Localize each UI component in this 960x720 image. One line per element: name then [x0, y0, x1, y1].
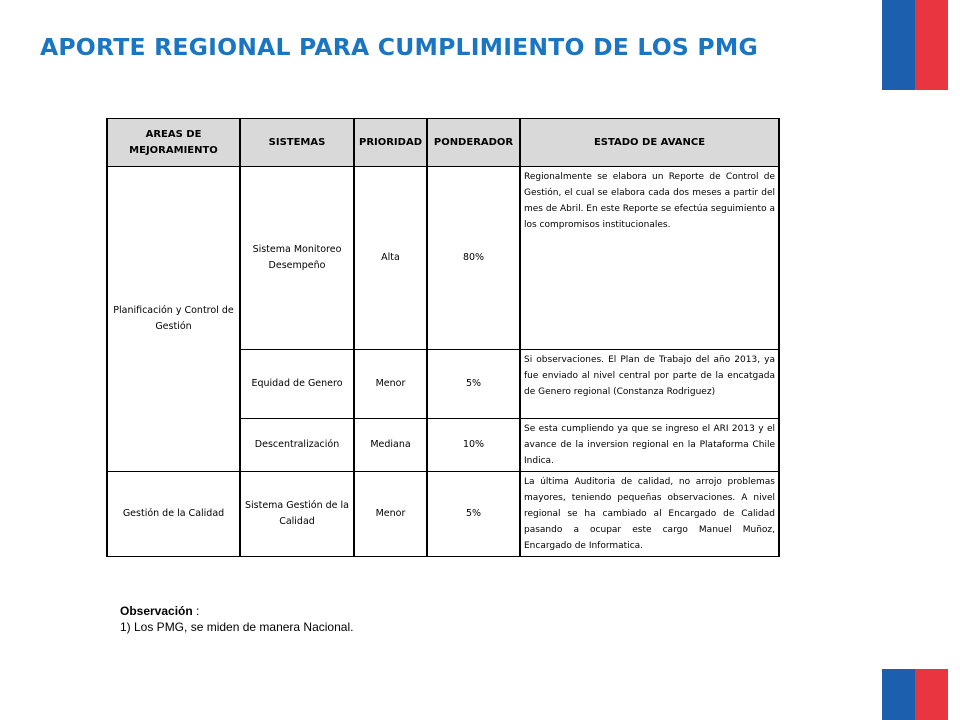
estado-cell: Regionalmente se elabora un Reporte de Control de Gestión, el cual se elabora cada dos meses a partir del mes de Abril. En este Reporte se efectúa seguimiento a los compromisos institucionales.	[520, 167, 779, 350]
chile-flag-top-decoration	[882, 0, 948, 90]
flag-red-stripe	[915, 669, 948, 720]
observation-note	[120, 603, 353, 635]
ponderador-cell: 10%	[427, 419, 520, 472]
estado-cell: La última Auditoria de calidad, no arrojo problemas mayores, teniendo pequeñas observaciones. A nivel regional se ha cambiado al Encargado de Calidad pasando a ocupar este cargo Manuel Muñoz, Encargado de Informatica.	[520, 472, 779, 557]
sistema-cell: Descentralización	[240, 419, 354, 472]
pmg-table	[106, 118, 780, 557]
area-cell: Gestión de la Calidad	[107, 472, 240, 557]
page-title: APORTE REGIONAL PARA CUMPLIMIENTO DE LOS PMG	[40, 33, 758, 61]
chile-flag-bottom-decoration	[882, 669, 948, 720]
sistema-cell: Sistema Monitoreo Desempeño	[240, 167, 354, 350]
table-row	[107, 167, 779, 350]
header-ponderador: PONDERADOR	[427, 119, 520, 167]
estado-cell: Si observaciones. El Plan de Trabajo del año 2013, ya fue enviado al nivel central por parte de la encatgada de Genero regional (Constanza Rodriguez)	[520, 350, 779, 419]
header-areas: AREAS DE MEJORAMIENTO	[107, 119, 240, 167]
ponderador-cell: 5%	[427, 350, 520, 419]
flag-blue-stripe	[882, 0, 915, 90]
ponderador-cell: 80%	[427, 167, 520, 350]
header-prioridad: PRIORIDAD	[354, 119, 427, 167]
table-row	[107, 472, 779, 557]
estado-cell: Se esta cumpliendo ya que se ingreso el ARI 2013 y el avance de la inversion regional en la Plataforma Chile Indica.	[520, 419, 779, 472]
prioridad-cell: Menor	[354, 350, 427, 419]
prioridad-cell: Menor	[354, 472, 427, 557]
observation-text: 1) Los PMG, se miden de manera Nacional.	[120, 620, 354, 634]
table-header-row	[107, 119, 779, 167]
area-cell: Planificación y Control de Gestión	[107, 167, 240, 472]
prioridad-cell: Alta	[354, 167, 427, 350]
observation-label: Observación	[120, 604, 193, 618]
sistema-cell: Sistema Gestión de la Calidad	[240, 472, 354, 557]
observation-heading	[120, 603, 353, 619]
flag-red-stripe	[915, 0, 948, 90]
observation-separator: :	[192, 604, 200, 618]
ponderador-cell: 5%	[427, 472, 520, 557]
header-estado: ESTADO DE AVANCE	[520, 119, 779, 167]
header-sistemas: SISTEMAS	[240, 119, 354, 167]
flag-blue-stripe	[882, 669, 915, 720]
sistema-cell: Equidad de Genero	[240, 350, 354, 419]
prioridad-cell: Mediana	[354, 419, 427, 472]
